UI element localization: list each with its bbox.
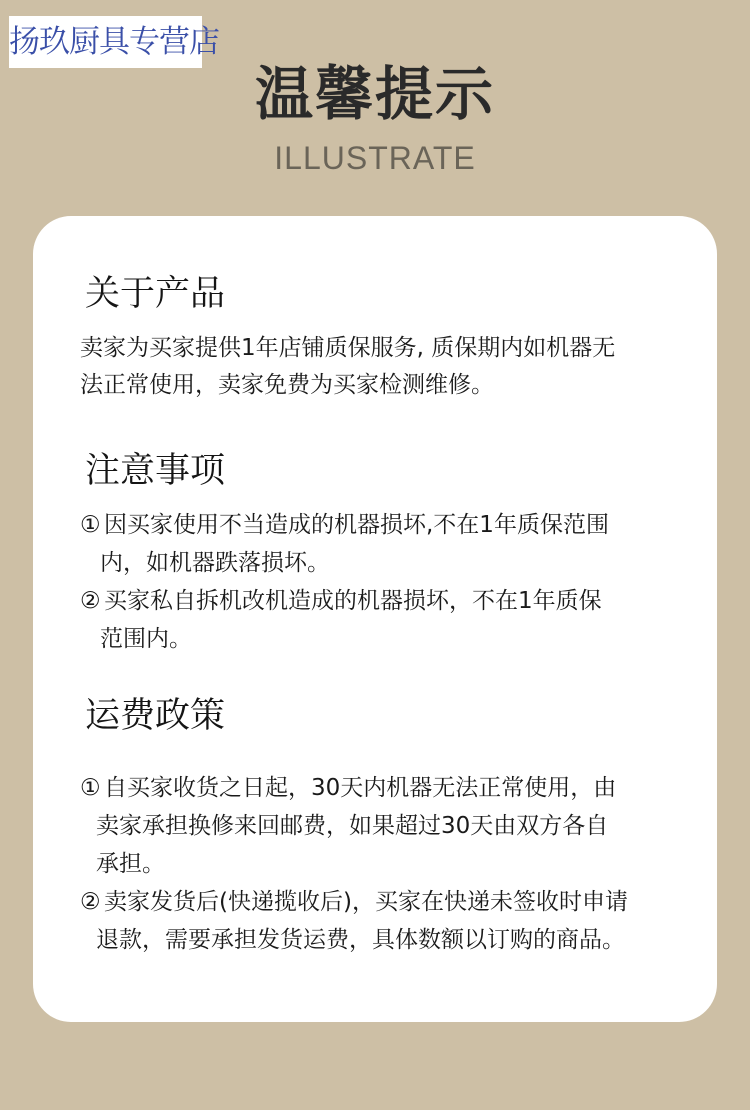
shipping-item-2-marker: ② [80, 889, 101, 915]
section-heading-shipping: 运费政策 [85, 696, 226, 736]
page-title: 温馨提示 [254, 60, 495, 128]
page-subtitle: ILLUSTRATE [274, 140, 476, 176]
section-heading-notes: 注意事项 [85, 451, 226, 491]
notes-item-1-line-1 [80, 506, 609, 544]
notice-card [33, 216, 717, 1022]
notes-item-1-line-2: 内，如机器跌落损坏。 [100, 550, 330, 576]
shipping-item-1-line-3: 承担。 [96, 851, 165, 877]
shipping-item-1-line-2: 卖家承担换修来回邮费，如果超过30天由双方各自 [96, 813, 609, 839]
notes-item-2-text: 买家私自拆机改机造成的机器损坏，不在1年质保 [104, 588, 602, 614]
notes-item-1-marker: ① [80, 512, 101, 538]
shipping-item-1-marker: ① [80, 775, 101, 801]
notes-item-2-line-1 [80, 582, 602, 620]
shipping-item-2-line-2: 退款，需要承担发货运费，具体数额以订购的商品。 [96, 927, 625, 953]
shop-name-watermark: 扬玖厨具专营店 [9, 16, 202, 68]
shipping-item-1-text: 自买家收货之日起，30天内机器无法正常使用，由 [104, 775, 617, 801]
shipping-item-2-line-1 [80, 883, 628, 921]
section-heading-about-product: 关于产品 [85, 274, 226, 314]
about-product-line-2: 法正常使用，卖家免费为买家检测维修。 [80, 372, 494, 398]
shipping-item-1-line-1 [80, 769, 616, 807]
about-product-line-1: 卖家为买家提供1年店铺质保服务, 质保期内如机器无 [80, 335, 616, 361]
notes-item-2-line-2: 范围内。 [100, 626, 192, 652]
notes-item-1-text: 因买家使用不当造成的机器损坏,不在1年质保范围 [104, 512, 609, 538]
shipping-item-2-text: 卖家发货后(快递揽收后)，买家在快递未签收时申请 [104, 889, 628, 915]
notes-item-2-marker: ② [80, 588, 101, 614]
